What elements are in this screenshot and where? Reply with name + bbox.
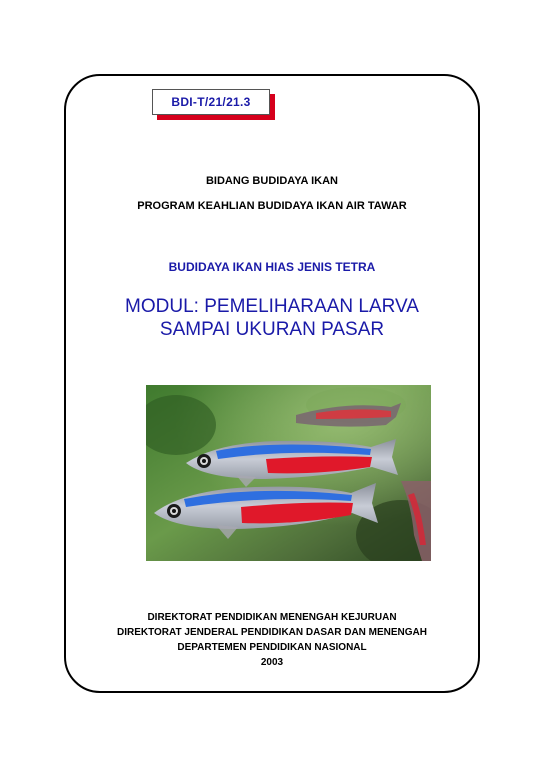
cover-frame — [64, 74, 480, 693]
neon-tetra-fish-photo — [146, 385, 431, 561]
program-heading: PROGRAM KEAHLIAN BUDIDAYA IKAN AIR TAWAR — [137, 200, 407, 212]
module-title-line-1: MODUL: PEMELIHARAAN LARVA — [125, 296, 419, 317]
directorate-line-1: DIREKTORAT PENDIDIKAN MENENGAH KEJURUAN — [147, 612, 397, 623]
directorate-line-2: DIREKTORAT JENDERAL PENDIDIKAN DASAR DAN MENENGAH — [116, 627, 428, 638]
publication-year: 2003 — [260, 657, 284, 668]
module-title-line-2: SAMPAI UKURAN PASAR — [159, 319, 385, 340]
subject-subtitle: BUDIDAYA IKAN HIAS JENIS TETRA — [168, 260, 376, 274]
field-heading: BIDANG BUDIDAYA IKAN — [205, 175, 339, 187]
module-code-label: BDI-T/21/21.3 — [152, 89, 270, 115]
department-line: DEPARTEMEN PENDIDIKAN NASIONAL — [177, 642, 367, 653]
